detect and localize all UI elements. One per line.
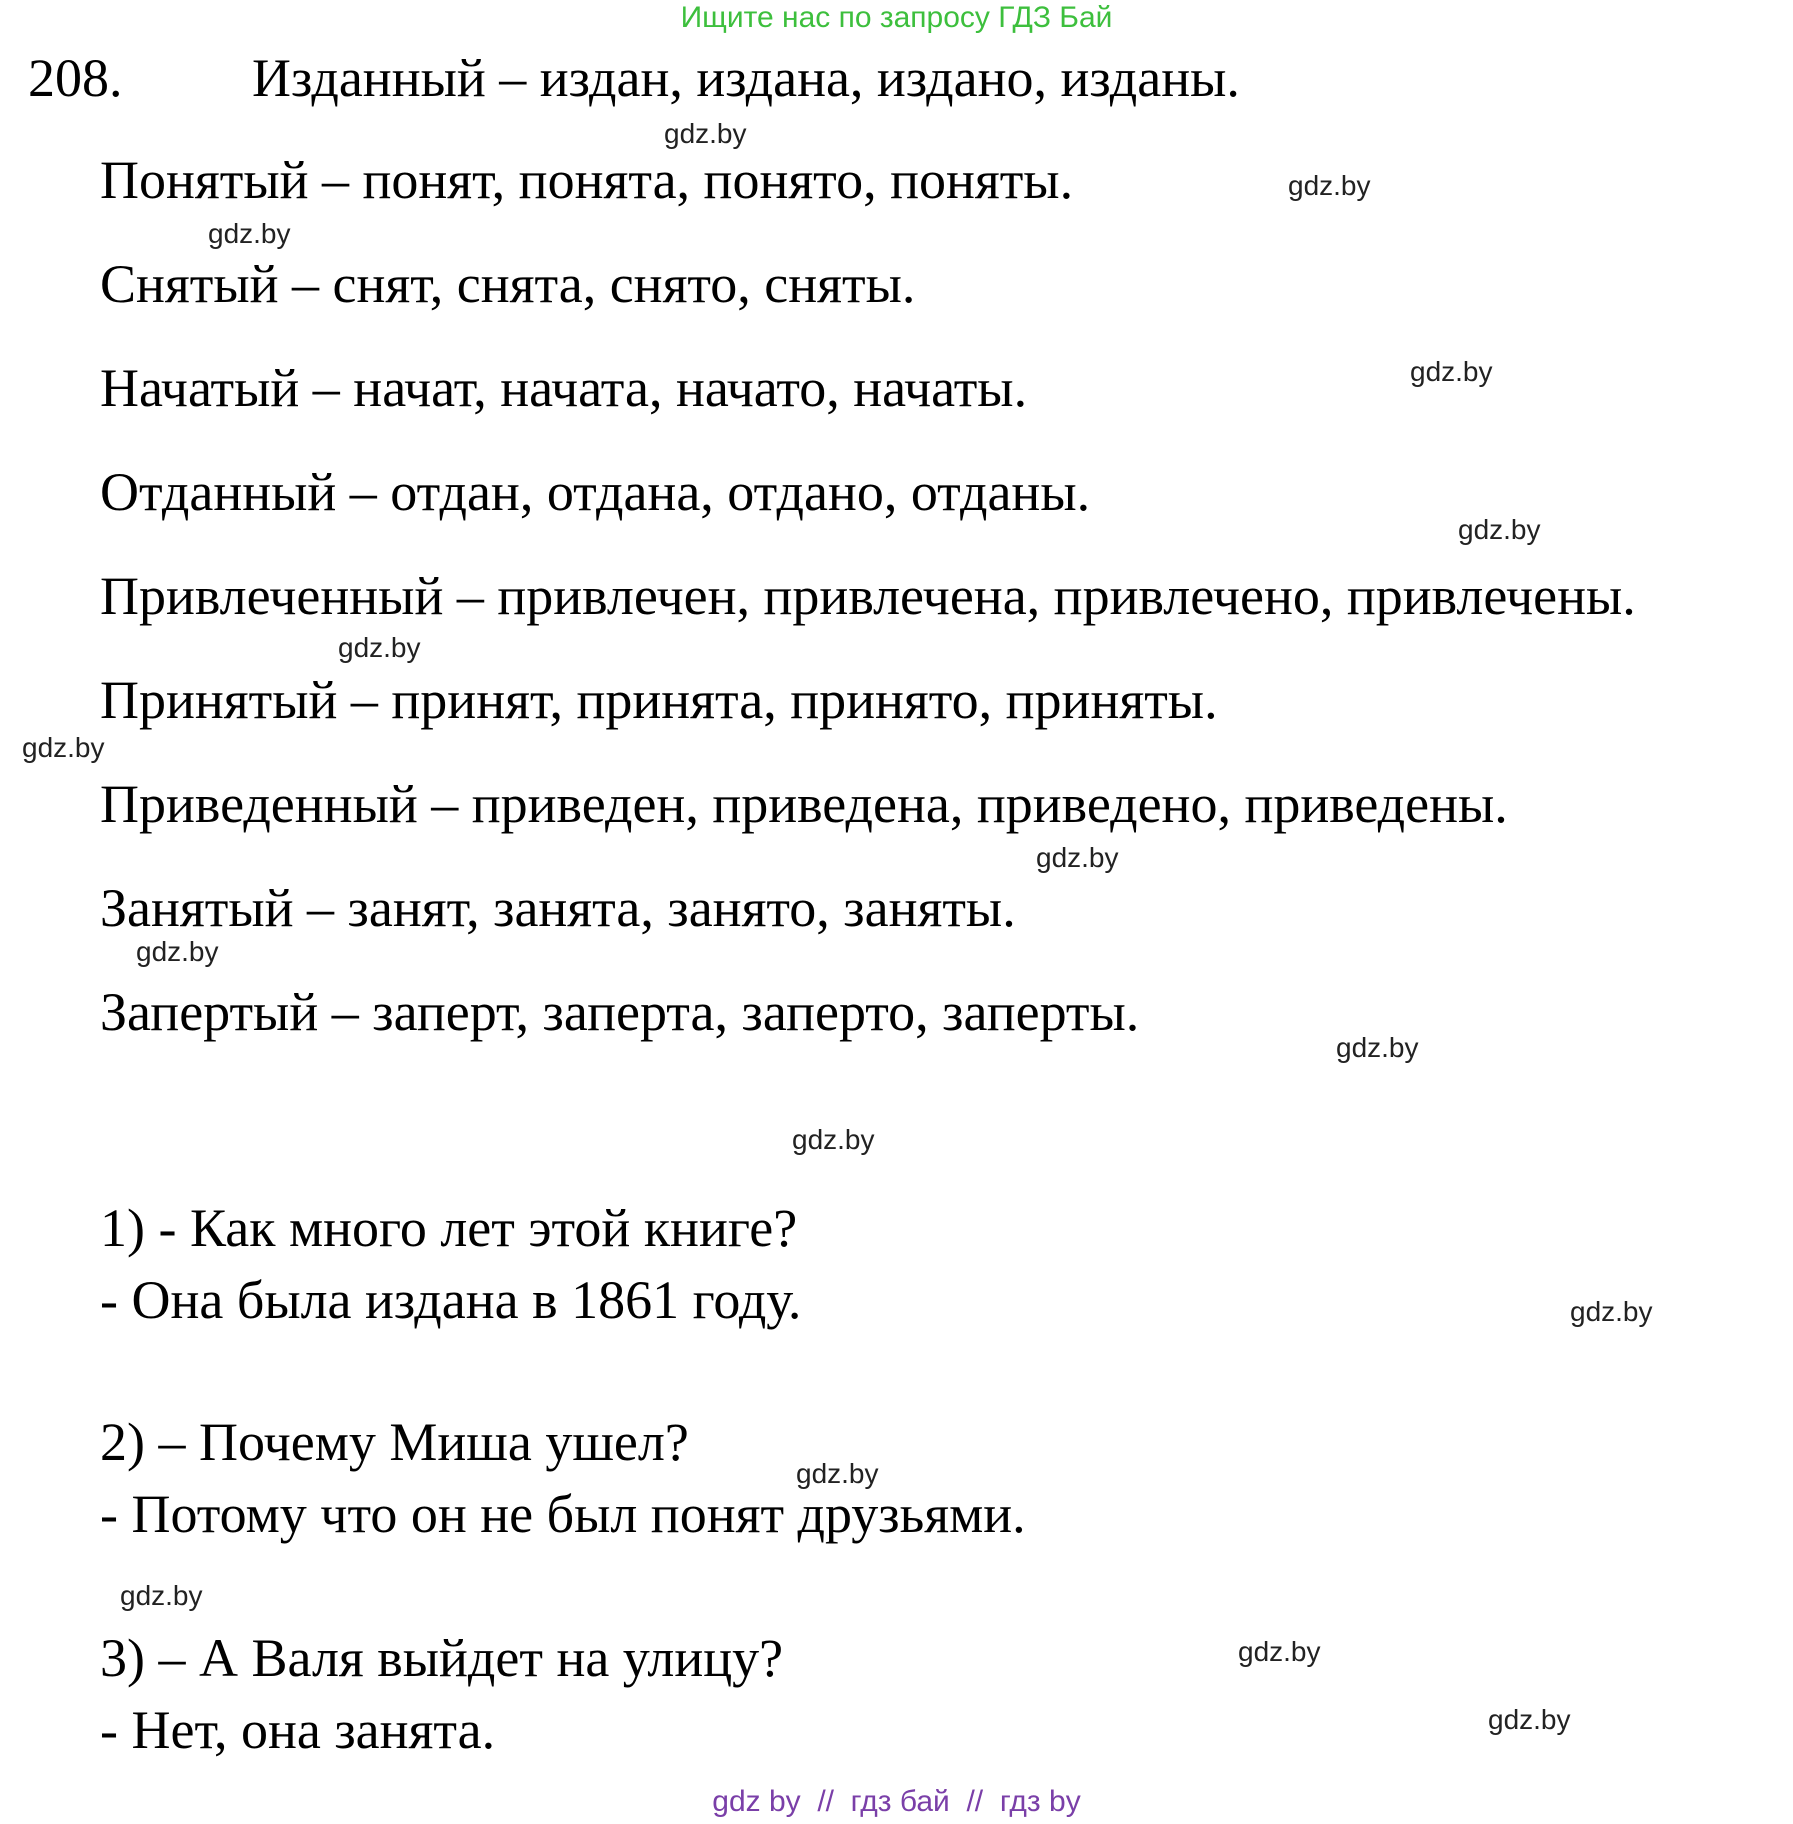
dialogue-answer: - Нет, она занята. xyxy=(100,1700,496,1760)
watermark: gdz.by xyxy=(208,218,291,249)
watermark: gdz.by xyxy=(1570,1296,1653,1327)
exercise-line: Принятый – принят, принята, принято, приняты. xyxy=(100,670,1218,730)
header-banner: Ищите нас по запросу ГДЗ Бай xyxy=(680,1,1113,34)
watermark: gdz.by xyxy=(1238,1636,1321,1667)
watermark: gdz.by xyxy=(1336,1032,1419,1063)
watermark: gdz.by xyxy=(120,1580,203,1611)
exercise-line: Понятый – понят, понята, понято, поняты. xyxy=(100,150,1074,210)
watermark: gdz.by xyxy=(1036,842,1119,873)
exercise-line: Занятый – занят, занята, занято, заняты. xyxy=(100,878,1016,938)
exercise-line: Запертый – заперт, заперта, заперто, заперты. xyxy=(100,982,1140,1042)
dialogue-question: 3) – А Валя выйдет на улицу? xyxy=(100,1628,784,1688)
dialogue-question: 2) – Почему Миша ушел? xyxy=(100,1412,689,1472)
watermark: gdz.by xyxy=(1488,1704,1571,1735)
footer-links: gdz by // гдз бай // гдз by xyxy=(712,1785,1081,1818)
watermark: gdz.by xyxy=(796,1458,879,1489)
watermark: gdz.by xyxy=(136,936,219,967)
exercise-line: Привлеченный – привлечен, привлечена, привлечено, привлечены. xyxy=(100,566,1636,626)
exercise-line: Приведенный – приведен, приведена, приведено, приведены. xyxy=(100,774,1508,834)
watermark: gdz.by xyxy=(664,118,747,149)
watermark: gdz.by xyxy=(1458,514,1541,545)
watermark: gdz.by xyxy=(1410,356,1493,387)
watermark: gdz.by xyxy=(338,632,421,663)
exercise-line: Изданный – издан, издана, издано, изданы. xyxy=(252,48,1240,108)
exercise-line: Начатый – начат, начата, начато, начаты. xyxy=(100,358,1028,418)
dialogue-answer: - Потому что он не был понят друзьями. xyxy=(100,1484,1026,1544)
exercise-line: Отданный – отдан, отдана, отдано, отданы. xyxy=(100,462,1091,522)
dialogue-question: 1) - Как много лет этой книге? xyxy=(100,1198,798,1258)
watermark: gdz.by xyxy=(1288,170,1371,201)
watermark: gdz.by xyxy=(22,732,105,763)
exercise-number: 208. xyxy=(28,48,123,108)
dialogue-answer: - Она была издана в 1861 году. xyxy=(100,1270,802,1330)
watermark: gdz.by xyxy=(792,1124,875,1155)
exercise-line: Снятый – снят, снята, снято, сняты. xyxy=(100,254,916,314)
